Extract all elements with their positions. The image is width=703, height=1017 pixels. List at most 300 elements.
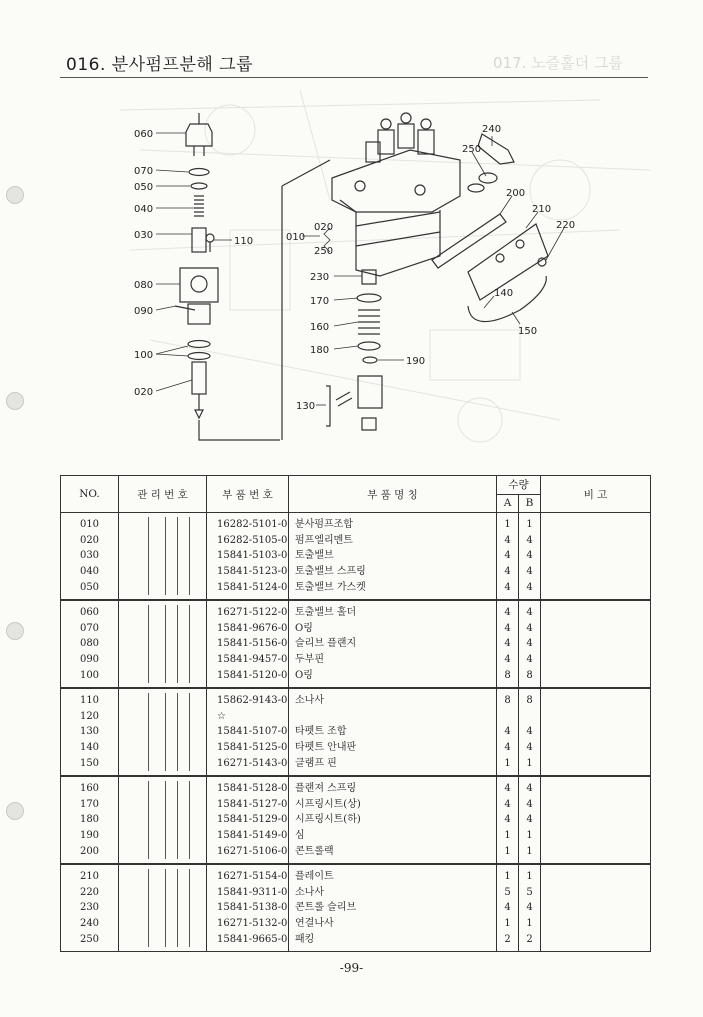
cell-qty-a: 4 [497, 605, 519, 621]
cell-qty-a: 4 [497, 812, 519, 828]
table-row [61, 533, 651, 549]
management-no-divider [177, 931, 178, 947]
table-row [61, 931, 651, 947]
management-no-divider [177, 564, 178, 580]
management-no-divider [189, 797, 190, 813]
cell-qty-b: 1 [519, 843, 541, 859]
cell-part-name: 콘트롤랙 [289, 843, 497, 859]
cell-remarks [541, 621, 651, 637]
cell-qty-a: 1 [497, 755, 519, 771]
management-no-divider [148, 636, 149, 652]
management-no-divider [148, 564, 149, 580]
management-no-divider [177, 517, 178, 533]
cell-no: 250 [61, 931, 119, 947]
management-no-divider [165, 579, 166, 595]
cell-part-number: 16271-5122-0 [207, 605, 289, 621]
cell-part-number: 16271-5132-0 [207, 916, 289, 932]
management-no-divider [148, 797, 149, 813]
management-no-divider [165, 693, 166, 709]
cell-remarks [541, 812, 651, 828]
cell-management-no [119, 916, 207, 932]
management-no-divider [177, 724, 178, 740]
table-row [61, 900, 651, 916]
cell-remarks [541, 931, 651, 947]
cell-part-name: 클램프 핀 [289, 755, 497, 771]
cell-management-no [119, 828, 207, 844]
management-no-divider [165, 828, 166, 844]
cell-qty-a: 1 [497, 869, 519, 885]
table-row [61, 636, 651, 652]
management-no-divider [165, 605, 166, 621]
callout-010: 010 [286, 232, 306, 243]
cell-no: 070 [61, 621, 119, 637]
cell-no: 130 [61, 724, 119, 740]
spacer-cell [61, 947, 119, 952]
cell-part-name: O링 [289, 621, 497, 637]
cell-part-number: 15841-5156-0 [207, 636, 289, 652]
cell-part-number: 15841-5149-0 [207, 828, 289, 844]
cell-qty-a: 4 [497, 781, 519, 797]
cell-remarks [541, 797, 651, 813]
spacer-cell [497, 947, 519, 952]
cell-management-no [119, 781, 207, 797]
cell-no: 240 [61, 916, 119, 932]
cell-management-no [119, 579, 207, 595]
table-row [61, 916, 651, 932]
management-no-divider [177, 812, 178, 828]
bleed-through-title: 017. 노즐홀더 그룹 [493, 54, 623, 72]
management-no-divider [165, 797, 166, 813]
management-no-divider [148, 828, 149, 844]
management-no-divider [189, 693, 190, 709]
table-row [61, 579, 651, 595]
management-no-divider [177, 797, 178, 813]
cell-management-no [119, 548, 207, 564]
cell-remarks [541, 884, 651, 900]
cell-qty-b: 4 [519, 564, 541, 580]
callout-030: 030 [134, 230, 154, 241]
cell-management-no [119, 533, 207, 549]
table-row [61, 755, 651, 771]
cell-management-no [119, 709, 207, 725]
callout-200: 200 [506, 188, 526, 199]
cell-remarks [541, 548, 651, 564]
management-no-divider [177, 709, 178, 725]
callout-060: 060 [134, 129, 154, 140]
cell-remarks [541, 869, 651, 885]
cell-no: 230 [61, 900, 119, 916]
cell-remarks [541, 693, 651, 709]
binder-hole-bottom [6, 802, 24, 820]
management-no-divider [165, 517, 166, 533]
cell-part-name: 플랜져 스프링 [289, 781, 497, 797]
management-no-divider [189, 621, 190, 637]
management-no-divider [165, 533, 166, 549]
callout-040: 040 [134, 204, 154, 215]
management-no-divider [189, 828, 190, 844]
cell-management-no [119, 667, 207, 683]
cell-qty-a: 4 [497, 564, 519, 580]
header-part-name: 부 품 명 칭 [289, 476, 497, 513]
management-no-divider [148, 931, 149, 947]
cell-remarks [541, 724, 651, 740]
binder-hole-lower [6, 622, 24, 640]
page-number: -99- [339, 961, 364, 975]
cell-part-number: 15841-5107-0 [207, 724, 289, 740]
cell-qty-b: 8 [519, 693, 541, 709]
management-no-divider [189, 900, 190, 916]
cell-management-no [119, 812, 207, 828]
cell-qty-b: 4 [519, 579, 541, 595]
table-row [61, 652, 651, 668]
callout-050: 050 [134, 182, 154, 193]
management-no-divider [148, 869, 149, 885]
cell-management-no [119, 652, 207, 668]
cell-management-no [119, 900, 207, 916]
cell-qty-a: 4 [497, 636, 519, 652]
cell-part-number: 15841-9311-0 [207, 884, 289, 900]
management-no-divider [189, 755, 190, 771]
table-body [61, 513, 651, 952]
cell-remarks [541, 564, 651, 580]
table-row [61, 693, 651, 709]
management-no-divider [148, 740, 149, 756]
cell-part-number: 15841-5125-0 [207, 740, 289, 756]
cell-qty-a: 2 [497, 931, 519, 947]
management-no-divider [148, 843, 149, 859]
cell-part-number: ☆ [207, 709, 289, 725]
management-no-divider [177, 755, 178, 771]
cell-qty-b: 4 [519, 533, 541, 549]
cell-qty-b [519, 709, 541, 725]
cell-no: 060 [61, 605, 119, 621]
spacer-cell [541, 947, 651, 952]
cell-qty-b: 4 [519, 605, 541, 621]
management-no-divider [165, 667, 166, 683]
management-no-divider [148, 724, 149, 740]
spacer-cell [289, 947, 497, 952]
table-row [61, 605, 651, 621]
management-no-divider [189, 869, 190, 885]
cell-no: 090 [61, 652, 119, 668]
cell-qty-b: 4 [519, 652, 541, 668]
management-no-divider [165, 812, 166, 828]
cell-remarks [541, 605, 651, 621]
management-no-divider [177, 621, 178, 637]
cell-part-number: 15841-9457-0 [207, 652, 289, 668]
header-no: NO. [61, 476, 119, 513]
cell-qty-b: 4 [519, 900, 541, 916]
cell-part-name: 연결나사 [289, 916, 497, 932]
table-header [61, 476, 651, 513]
management-no-divider [177, 652, 178, 668]
table-row [61, 828, 651, 844]
management-no-divider [177, 916, 178, 932]
cell-part-name: 심 [289, 828, 497, 844]
callout-170: 170 [310, 296, 330, 307]
cell-management-no [119, 636, 207, 652]
cell-remarks [541, 740, 651, 756]
cell-management-no [119, 693, 207, 709]
management-no-divider [165, 548, 166, 564]
cell-management-no [119, 724, 207, 740]
cell-qty-a: 4 [497, 548, 519, 564]
cell-qty-b: 8 [519, 667, 541, 683]
cell-qty-b: 1 [519, 916, 541, 932]
parts-table [60, 475, 651, 952]
table-row [61, 709, 651, 725]
management-no-divider [148, 884, 149, 900]
cell-part-number: 15841-5138-0 [207, 900, 289, 916]
management-no-divider [148, 916, 149, 932]
management-no-divider [189, 564, 190, 580]
management-no-divider [165, 755, 166, 771]
cell-no: 110 [61, 693, 119, 709]
cell-part-number: 15841-5128-0 [207, 781, 289, 797]
management-no-divider [177, 636, 178, 652]
management-no-divider [189, 740, 190, 756]
table-row [61, 548, 651, 564]
cell-no: 100 [61, 667, 119, 683]
cell-part-name: 타펫트 안내판 [289, 740, 497, 756]
management-no-divider [165, 931, 166, 947]
cell-part-name: 펌프엘리멘트 [289, 533, 497, 549]
management-no-divider [148, 652, 149, 668]
cell-part-name: 토출밸브 가스켓 [289, 579, 497, 595]
cell-part-name [289, 709, 497, 725]
cell-qty-b: 2 [519, 931, 541, 947]
cell-qty-a: 4 [497, 797, 519, 813]
cell-no: 030 [61, 548, 119, 564]
table-row [61, 564, 651, 580]
spacer-cell [519, 947, 541, 952]
cell-no: 080 [61, 636, 119, 652]
cell-management-no [119, 517, 207, 533]
callout-020: 020 [134, 387, 154, 398]
management-no-divider [165, 564, 166, 580]
cell-management-no [119, 621, 207, 637]
management-no-divider [189, 636, 190, 652]
cell-part-number: 16271-5143-0 [207, 755, 289, 771]
part-drawings [175, 113, 548, 440]
callout-110: 110 [234, 236, 254, 247]
callout-250-lower: 250 [314, 246, 334, 257]
cell-qty-a: 4 [497, 652, 519, 668]
management-no-divider [165, 652, 166, 668]
management-no-divider [189, 931, 190, 947]
title-underline [60, 77, 648, 78]
management-no-divider [148, 548, 149, 564]
cell-management-no [119, 931, 207, 947]
table-row [61, 781, 651, 797]
cell-part-name: 시프링시트(상) [289, 797, 497, 813]
callout-080: 080 [134, 280, 154, 291]
management-no-divider [189, 579, 190, 595]
management-no-divider [148, 533, 149, 549]
cell-remarks [541, 781, 651, 797]
cell-part-name: 시프링시트(하) [289, 812, 497, 828]
callout-180: 180 [310, 345, 330, 356]
cell-management-no [119, 740, 207, 756]
cell-qty-b: 1 [519, 517, 541, 533]
cell-no: 120 [61, 709, 119, 725]
cell-part-number: 16271-5106-0 [207, 843, 289, 859]
management-no-divider [177, 781, 178, 797]
leader-lines [156, 133, 564, 405]
table-row [61, 797, 651, 813]
cell-qty-b: 4 [519, 724, 541, 740]
cell-part-name: 슬리브 플랜지 [289, 636, 497, 652]
management-no-divider [177, 869, 178, 885]
cell-part-number: 16282-5105-0 [207, 533, 289, 549]
cell-part-number: 16271-5154-0 [207, 869, 289, 885]
header-qty-b: B [519, 494, 541, 513]
callout-130: 130 [296, 401, 316, 412]
cell-no: 150 [61, 755, 119, 771]
management-no-divider [148, 621, 149, 637]
management-no-divider [189, 724, 190, 740]
exploded-parts-diagram [0, 80, 703, 460]
cell-qty-b: 4 [519, 636, 541, 652]
cell-part-number: 15841-9676-0 [207, 621, 289, 637]
table-row [61, 621, 651, 637]
management-no-divider [148, 579, 149, 595]
management-no-divider [177, 605, 178, 621]
bleed-through-drawing [120, 90, 650, 442]
cell-remarks [541, 916, 651, 932]
header-part-number: 부 품 번 호 [207, 476, 289, 513]
cell-part-number: 15841-5120-0 [207, 667, 289, 683]
cell-part-name: 콘트롤 슬리브 [289, 900, 497, 916]
management-no-divider [165, 724, 166, 740]
management-no-divider [189, 533, 190, 549]
management-no-divider [177, 900, 178, 916]
management-no-divider [165, 884, 166, 900]
management-no-divider [189, 667, 190, 683]
cell-no: 050 [61, 579, 119, 595]
management-no-divider [148, 781, 149, 797]
callout-090: 090 [134, 306, 154, 317]
callout-210: 210 [532, 204, 552, 215]
callout-230: 230 [310, 272, 330, 283]
management-no-divider [165, 709, 166, 725]
header-remarks: 비 고 [541, 476, 651, 513]
cell-qty-a: 4 [497, 900, 519, 916]
management-no-divider [165, 621, 166, 637]
cell-remarks [541, 517, 651, 533]
cell-part-name: 토출밸브 홀더 [289, 605, 497, 621]
cell-qty-b: 5 [519, 884, 541, 900]
management-no-divider [165, 869, 166, 885]
cell-qty-b: 4 [519, 548, 541, 564]
callout-070: 070 [134, 166, 154, 177]
management-no-divider [189, 709, 190, 725]
cell-no: 210 [61, 869, 119, 885]
cell-qty-a: 4 [497, 724, 519, 740]
table-row [61, 667, 651, 683]
cell-no: 200 [61, 843, 119, 859]
management-no-divider [177, 884, 178, 900]
cell-remarks [541, 533, 651, 549]
cell-part-name: 토출밸브 [289, 548, 497, 564]
cell-management-no [119, 884, 207, 900]
cell-qty-a: 1 [497, 517, 519, 533]
management-no-divider [148, 812, 149, 828]
cell-no: 220 [61, 884, 119, 900]
cell-qty-b: 1 [519, 755, 541, 771]
cell-qty-a [497, 709, 519, 725]
cell-qty-a: 8 [497, 693, 519, 709]
header-quantity: 수량 [497, 476, 541, 495]
cell-remarks [541, 843, 651, 859]
table-row [61, 812, 651, 828]
management-no-divider [189, 781, 190, 797]
management-no-divider [189, 884, 190, 900]
spacer-cell [207, 947, 289, 952]
callout-150: 150 [518, 326, 538, 337]
cell-remarks [541, 755, 651, 771]
cell-qty-b: 4 [519, 621, 541, 637]
header-qty-a: A [497, 494, 519, 513]
management-no-divider [148, 755, 149, 771]
cell-management-no [119, 755, 207, 771]
cell-qty-b: 4 [519, 812, 541, 828]
callout-100: 100 [134, 350, 154, 361]
cell-no: 160 [61, 781, 119, 797]
management-no-divider [148, 667, 149, 683]
cell-no: 020 [61, 533, 119, 549]
management-no-divider [165, 843, 166, 859]
cell-qty-b: 1 [519, 828, 541, 844]
management-no-divider [148, 517, 149, 533]
table-spacer-row [61, 947, 651, 952]
management-no-divider [177, 533, 178, 549]
cell-management-no [119, 843, 207, 859]
cell-no: 180 [61, 812, 119, 828]
management-no-divider [177, 693, 178, 709]
cell-qty-a: 1 [497, 916, 519, 932]
cell-management-no [119, 797, 207, 813]
cell-management-no [119, 605, 207, 621]
cell-part-number: 15841-5129-0 [207, 812, 289, 828]
callout-020-upper: 020 [314, 222, 334, 233]
cell-no: 010 [61, 517, 119, 533]
callout-240: 240 [482, 124, 502, 135]
cell-qty-a: 8 [497, 667, 519, 683]
cell-part-number: 15841-5124-0 [207, 579, 289, 595]
cell-part-number: 16282-5101-0 [207, 517, 289, 533]
callout-220: 220 [556, 220, 576, 231]
cell-part-number: 15841-5127-0 [207, 797, 289, 813]
cell-part-number: 15841-9665-0 [207, 931, 289, 947]
header-management-no: 관 리 번 호 [119, 476, 207, 513]
management-no-divider [165, 900, 166, 916]
cell-remarks [541, 579, 651, 595]
table-row [61, 517, 651, 533]
management-no-divider [148, 900, 149, 916]
table-row [61, 843, 651, 859]
cell-remarks [541, 636, 651, 652]
management-no-divider [177, 579, 178, 595]
management-no-divider [177, 667, 178, 683]
table-row [61, 884, 651, 900]
cell-no: 190 [61, 828, 119, 844]
cell-part-name: 타펫트 조합 [289, 724, 497, 740]
cell-part-name: 패킹 [289, 931, 497, 947]
table-row [61, 869, 651, 885]
cell-remarks [541, 652, 651, 668]
management-no-divider [189, 812, 190, 828]
